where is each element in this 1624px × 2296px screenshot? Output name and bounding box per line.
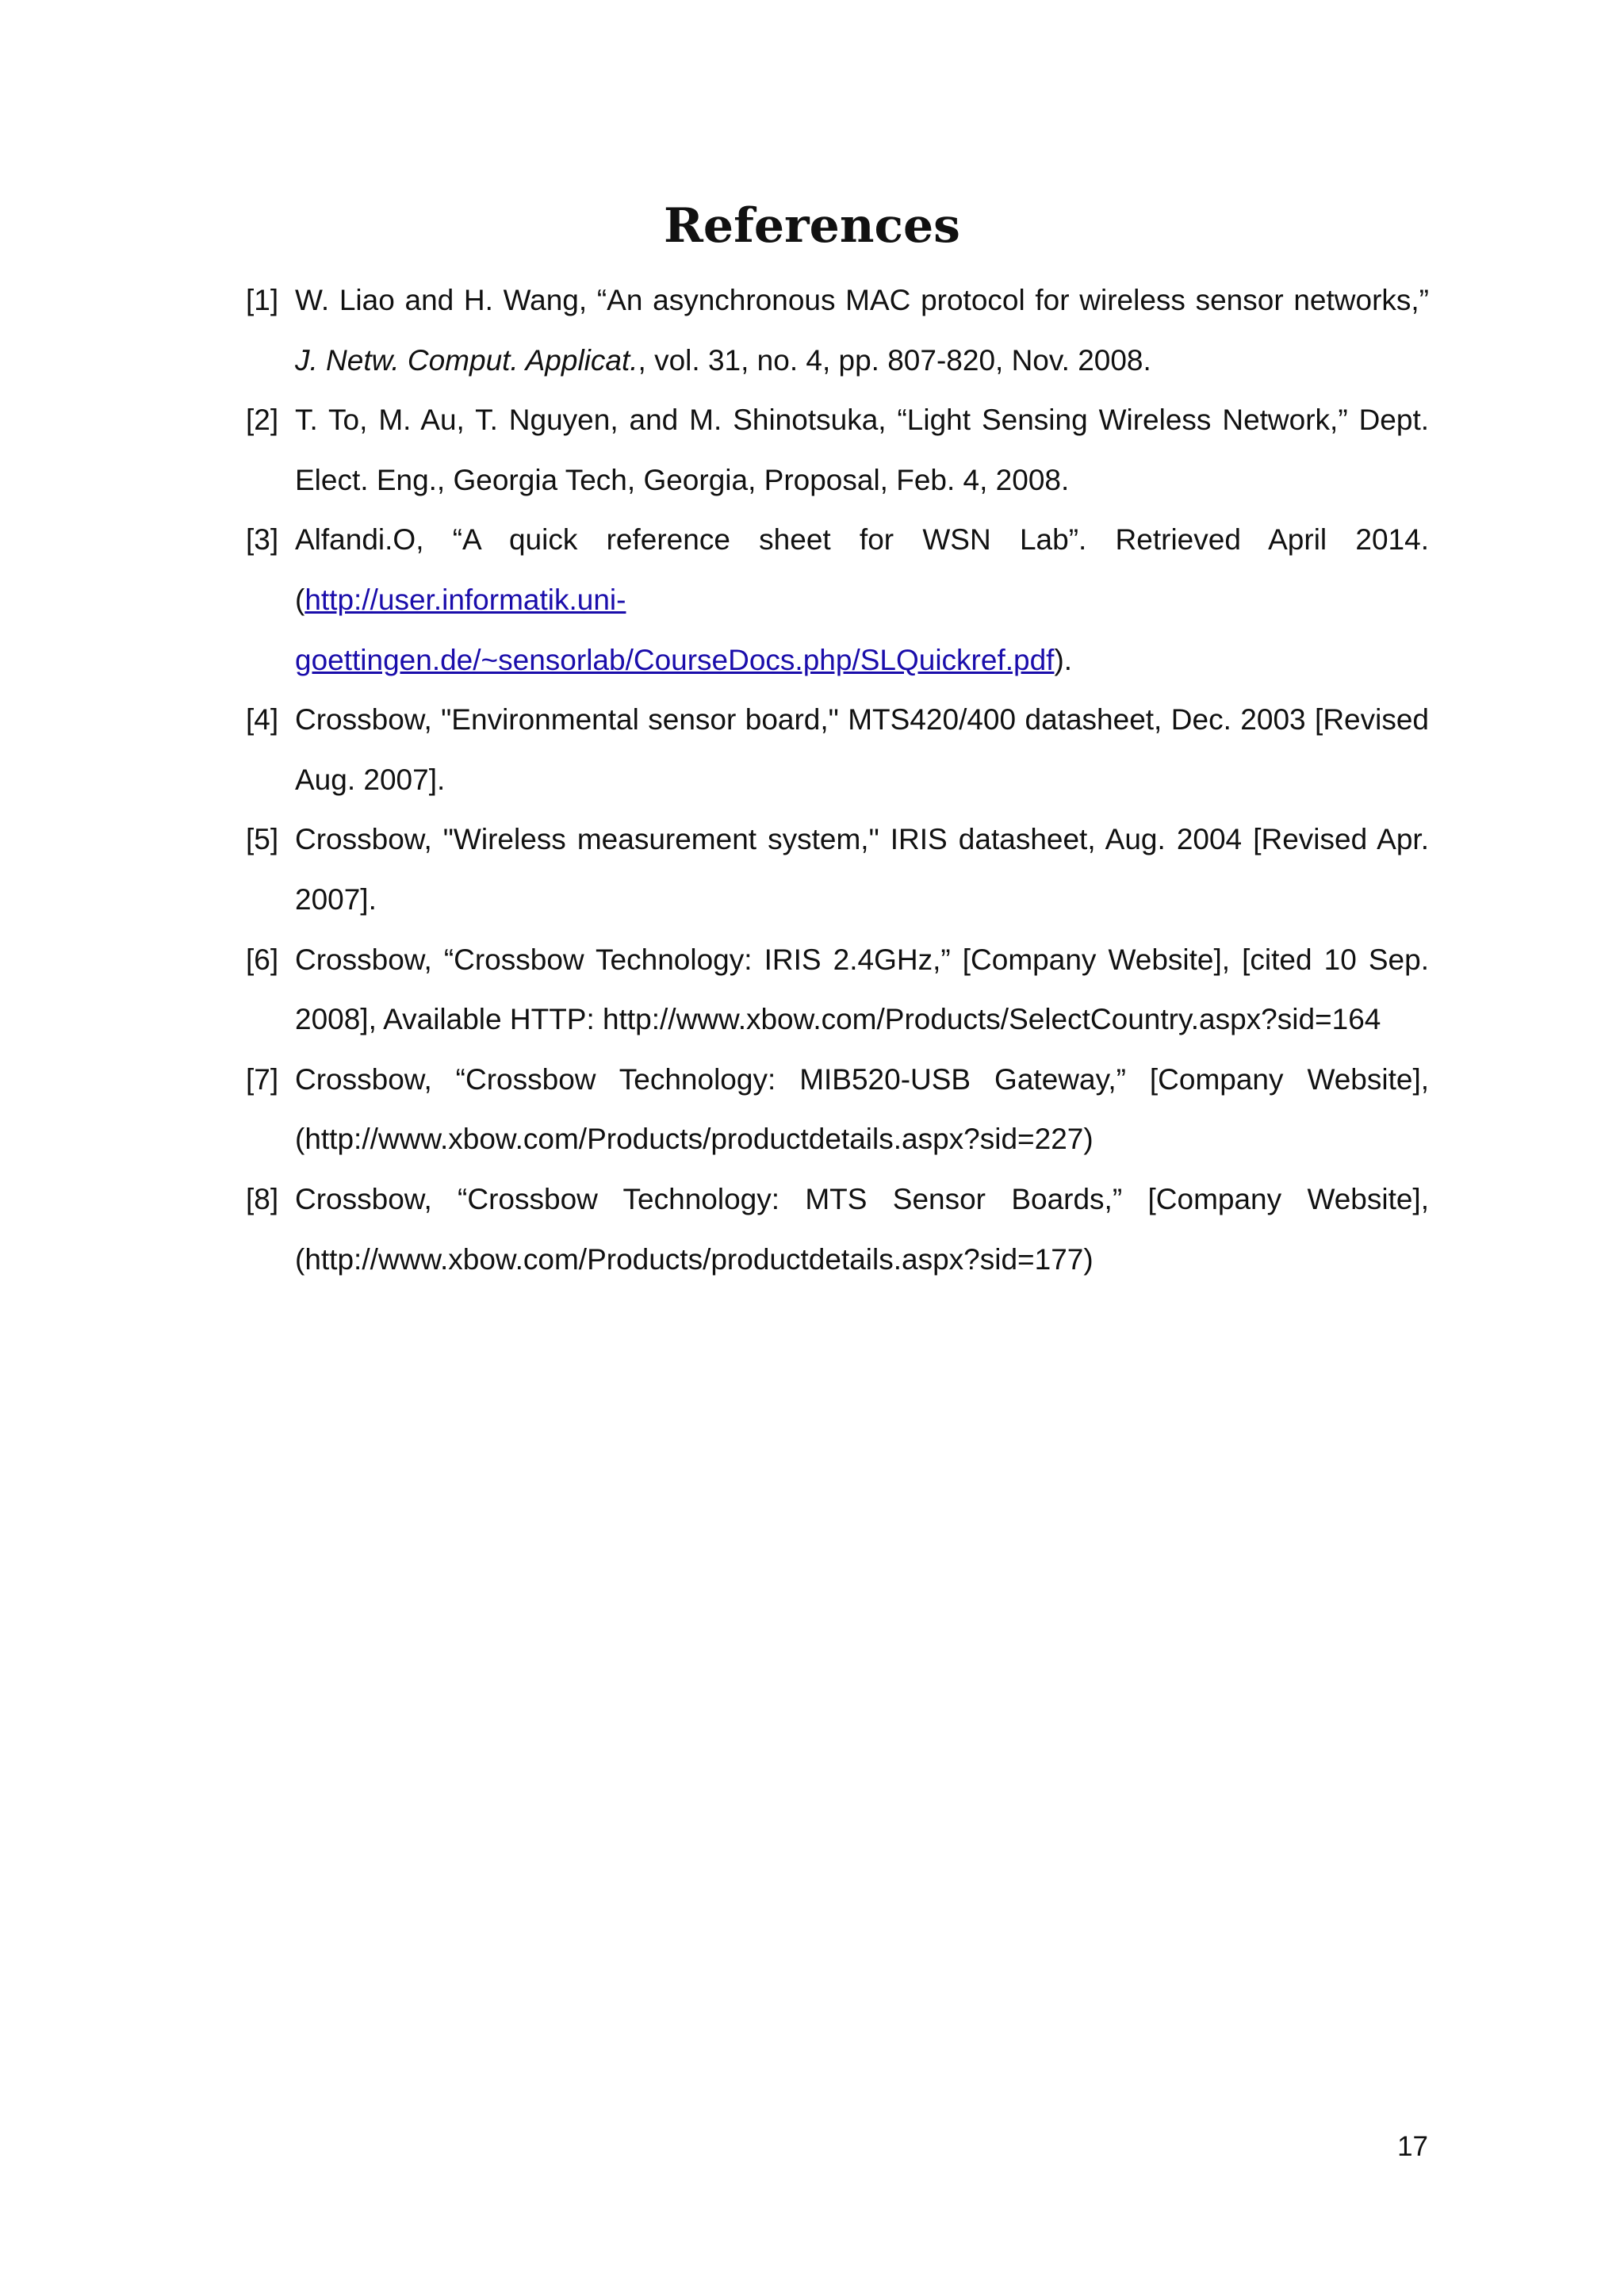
reference-link-line: goettingen.de/~sensorlab/CourseDocs.php/SLQuickref.pdf). [295, 643, 1073, 676]
reference-text: T. To, M. Au, T. Nguyen, and M. Shinotsuka, “Light Sensing Wireless Network,” Dept. Elect. Eng., Georgia Tech, Georgia, Proposal, Feb. 4, 2008. [295, 404, 1429, 496]
page-number: 17 [1397, 2131, 1428, 2162]
reference-item-8 [246, 1169, 1429, 1289]
reference-list [246, 270, 1429, 1289]
reference-number: [6] [246, 943, 279, 976]
reference-number: [8] [246, 1182, 279, 1215]
reference-link[interactable]: http://user.informatik.uni- [304, 583, 626, 616]
reference-text: Alfandi.O, “A quick reference sheet for WSN Lab”. Retrieved April 2014. [295, 523, 1429, 557]
reference-item-3 [246, 510, 1429, 690]
reference-number: [5] [246, 823, 279, 856]
reference-item-1 [246, 270, 1429, 390]
reference-item-6 [246, 930, 1429, 1050]
reference-text: Crossbow, “Crossbow Technology: MTS Sensor Boards,” [Company Website], (http://www.xbow.com/Products/productdetails.aspx?sid=177) [295, 1182, 1429, 1276]
reference-number: [4] [246, 703, 279, 737]
reference-item-7 [246, 1050, 1429, 1169]
reference-number: [7] [246, 1062, 279, 1096]
reference-item-2 [246, 390, 1429, 510]
page-title: References [664, 198, 960, 254]
reference-item-4 [246, 690, 1429, 809]
journal-title: J. Netw. Comput. Applicat. [295, 343, 638, 377]
reference-text: Crossbow, “Crossbow Technology: MIB520-USB Gateway,” [Company Website], (http://www.xbow.com/Products/productdetails.aspx?sid=227) [295, 1062, 1429, 1156]
reference-text: Crossbow, "Wireless measurement system," IRIS datasheet, Aug. 2004 [Revised Apr. 2007]. [295, 823, 1429, 916]
reference-text: W. Liao and H. Wang, “An asynchronous MAC protocol for wireless sensor networks,” J. Netw. Comput. Applicat., vol. 31, no. 4, pp. 807-820, Nov. 2008. [295, 284, 1429, 377]
reference-text: Crossbow, "Environmental sensor board," MTS420/400 datasheet, Dec. 2003 [Revised Aug. 2007]. [295, 703, 1429, 796]
reference-text: Crossbow, “Crossbow Technology: IRIS 2.4GHz,” [Company Website], [cited 10 Sep. 2008], Available HTTP: http://www.xbow.com/Products/SelectCountry.aspx?sid=164 [295, 943, 1429, 1036]
reference-link[interactable]: goettingen.de/~sensorlab/CourseDocs.php/SLQuickref.pdf [295, 643, 1055, 676]
reference-link-line: (http://user.informatik.uni- [295, 583, 626, 616]
reference-number: [2] [246, 404, 279, 437]
reference-number: [3] [246, 523, 279, 557]
reference-number: [1] [246, 284, 279, 316]
reference-item-5 [246, 809, 1429, 929]
